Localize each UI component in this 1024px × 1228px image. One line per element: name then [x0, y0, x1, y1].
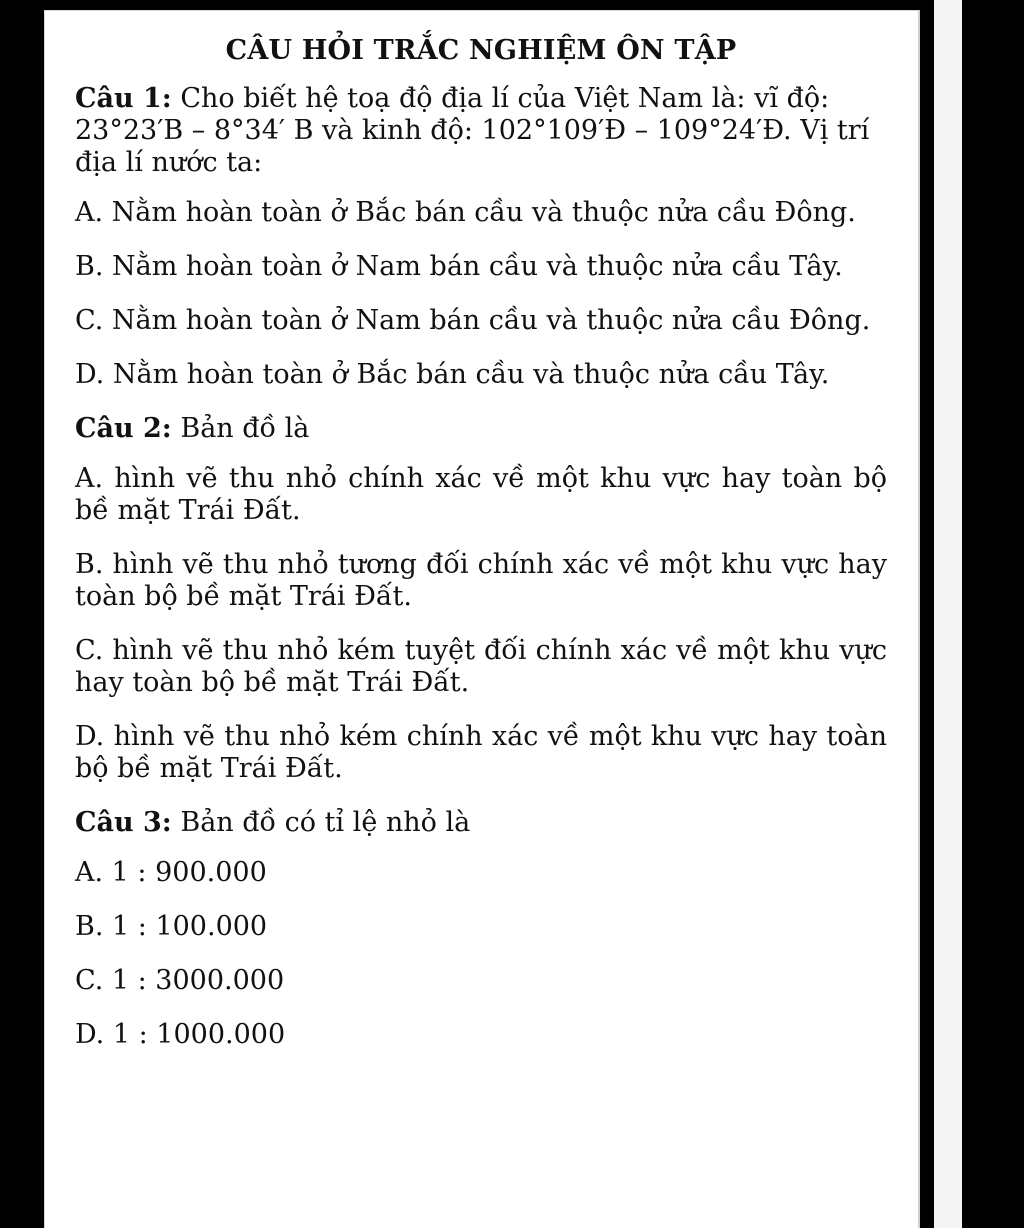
question-text: Bản đồ có tỉ lệ nhỏ là [171, 807, 471, 838]
option-2a: A. hình vẽ thu nhỏ chính xác về một khu vực hay toàn bộ bề mặt Trái Đất. [75, 463, 887, 526]
question-text: Bản đồ là [171, 413, 310, 444]
option-2b: B. hình vẽ thu nhỏ tương đối chính xác về một khu vực hay toàn bộ bề mặt Trái Đất. [75, 549, 887, 612]
option-2c: C. hình vẽ thu nhỏ kém tuyệt đối chính xác về một khu vực hay toàn bộ bề mặt Trái Đất. [75, 635, 887, 698]
option-3a: A. 1 : 900.000 [75, 857, 267, 888]
question-3 [75, 807, 887, 839]
option-1a: A. Nằm hoàn toàn ở Bắc bán cầu và thuộc nửa cầu Đông. [75, 197, 856, 228]
question-2 [75, 413, 887, 445]
option-1d: D. Nằm hoàn toàn ở Bắc bán cầu và thuộc nửa cầu Tây. [75, 359, 830, 390]
document-title: CÂU HỎI TRẮC NGHIỆM ÔN TẬP [225, 35, 737, 66]
question-label: Câu 1: [75, 83, 172, 114]
option-1b: B. Nằm hoàn toàn ở Nam bán cầu và thuộc nửa cầu Tây. [75, 251, 843, 282]
question-3-options [75, 857, 887, 1051]
option-3b: B. 1 : 100.000 [75, 911, 268, 942]
option-2d: D. hình vẽ thu nhỏ kém chính xác về một khu vực hay toàn bộ bề mặt Trái Đất. [75, 721, 887, 784]
question-label: Câu 3: [75, 807, 172, 838]
option-3d: D. 1 : 1000.000 [75, 1019, 286, 1050]
document-page [44, 10, 920, 1228]
document-content [75, 33, 887, 1073]
page-edge-strip [934, 0, 962, 1228]
question-label: Câu 2: [75, 413, 172, 444]
option-1c: C. Nằm hoàn toàn ở Nam bán cầu và thuộc nửa cầu Đông. [75, 305, 871, 336]
question-1 [75, 83, 887, 179]
question-text: Cho biết hệ toạ độ địa lí của Việt Nam là: vĩ độ: 23°23′B – 8°34′ B và kinh độ: 102°109′Đ – 109°24′Đ. Vị trí địa lí nước ta: [75, 83, 870, 178]
option-3c: C. 1 : 3000.000 [75, 965, 285, 996]
